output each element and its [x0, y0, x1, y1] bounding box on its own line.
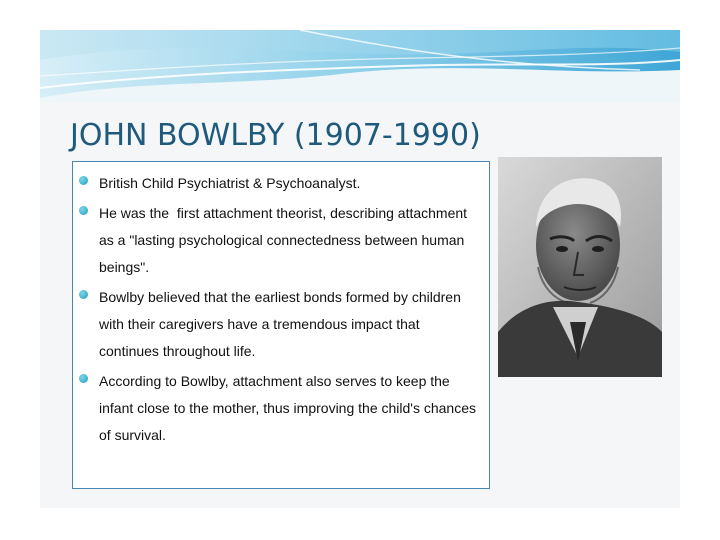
portrait-photo — [498, 157, 662, 377]
bullet-text: According to Bowlby, attachment also serves to keep the infant close to the mother, thus improving the child's chances of survival. — [99, 373, 480, 443]
slide-title: JOHN BOWLBY (1907-1990) — [70, 118, 481, 153]
slide — [40, 30, 680, 508]
bullet-list — [73, 162, 489, 449]
bullet-item — [79, 200, 479, 281]
bullet-textbox — [72, 161, 490, 489]
bullet-icon — [79, 290, 88, 299]
bullet-icon — [79, 374, 88, 383]
bullet-item — [79, 170, 479, 197]
bullet-text: Bowlby believed that the earliest bonds formed by children with their caregivers have a tremendous impact that continues throughout life. — [99, 289, 465, 359]
header-wave-decoration — [40, 30, 680, 102]
portrait-photo-icon — [498, 157, 662, 377]
bullet-icon — [79, 176, 88, 185]
bullet-item — [79, 284, 479, 365]
bullet-item — [79, 368, 479, 449]
bullet-icon — [79, 206, 88, 215]
bullet-text: British Child Psychiatrist & Psychoanalyst. — [99, 175, 361, 191]
bullet-text: He was the first attachment theorist, describing attachment as a "lasting psychological connectedness between human beings". — [99, 205, 471, 275]
